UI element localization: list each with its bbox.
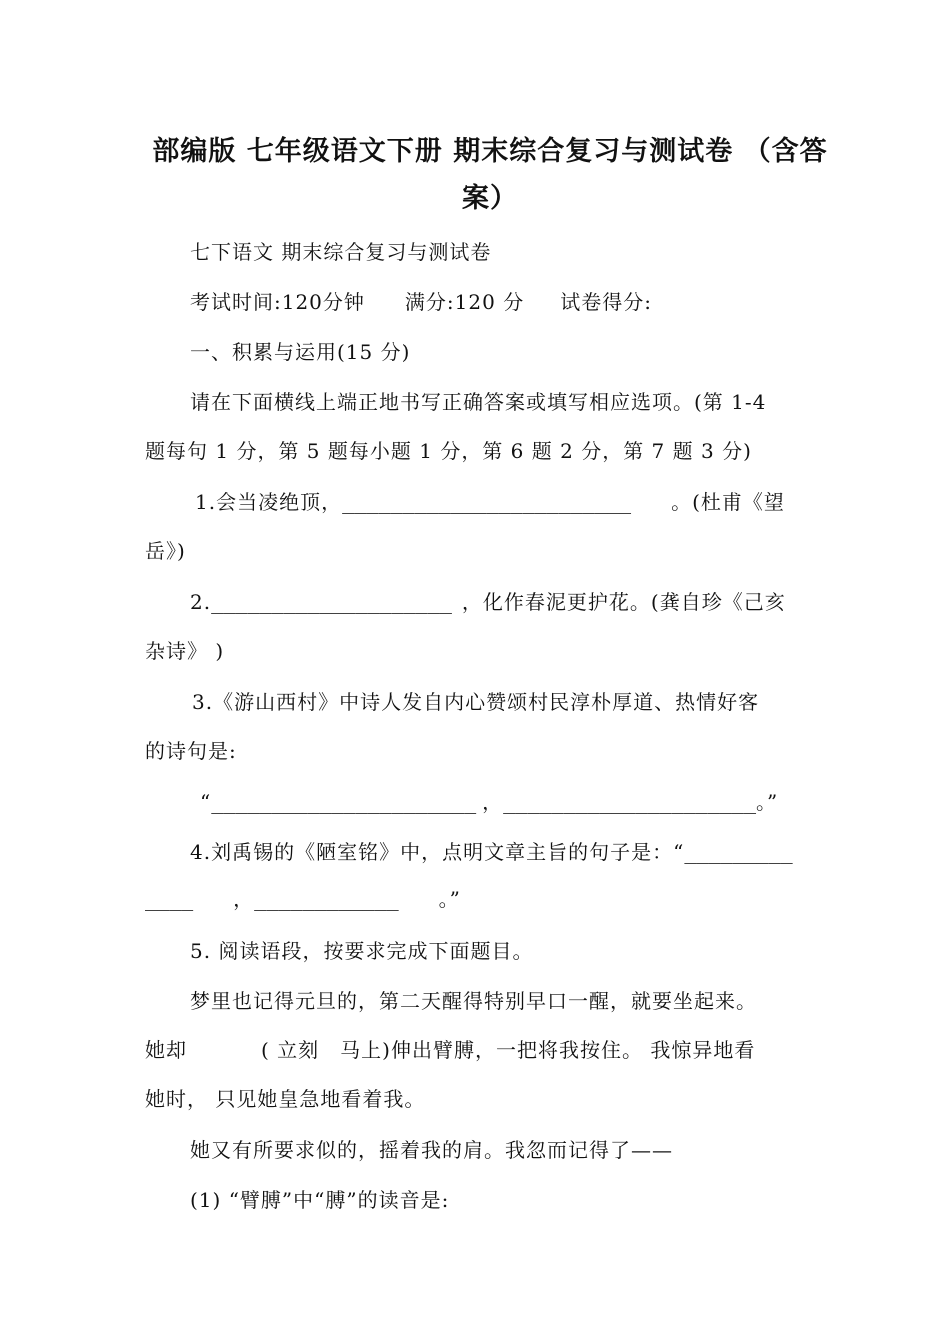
- full-score: 满分:120 分: [404, 290, 525, 314]
- q4-blank-2[interactable]: ____________: [254, 887, 399, 911]
- q3-answer-line: [200, 788, 778, 816]
- q2-prefix: 2.: [190, 590, 212, 614]
- q2-continuation: 杂诗》 ): [145, 639, 225, 663]
- question-3-line-2: 的诗句是:: [145, 739, 237, 763]
- question-4-cont: [145, 885, 461, 913]
- passage-line-2-a: 她却: [145, 1038, 187, 1062]
- q4-close: 。”: [438, 887, 461, 911]
- exam-time: 考试时间:120分钟: [190, 290, 365, 314]
- q1-blank[interactable]: ________________________: [342, 490, 632, 514]
- q3-blank-1[interactable]: ______________________: [211, 790, 477, 814]
- q1-suffix: 。(杜甫《望: [671, 490, 785, 514]
- q2-blank[interactable]: ____________________: [211, 590, 452, 614]
- question-1: [195, 488, 785, 516]
- subtitle: 七下语文 期末综合复习与测试卷: [190, 240, 492, 264]
- q4-prefix: 4.刘禹锡的《陋室铭》中，点明文章主旨的句子是：“: [190, 840, 685, 864]
- passage-line-4: 她又有所要求似的，摇着我的肩。我忽而记得了——: [190, 1138, 673, 1162]
- q3-open-quote: “: [200, 790, 212, 814]
- passage-line-2-b: ( 立刻 马上)伸出臂膊，一把将我按住。 我惊异地看: [261, 1038, 756, 1062]
- q1-prefix: 1.会当凌绝顶，: [195, 490, 343, 514]
- sub-question-1: (1) “臂膊”中“膊”的读音是:: [190, 1188, 450, 1212]
- instruction-line-1: 请在下面横线上端正地书写正确答案或填写相应选项。(第 1-4: [190, 390, 767, 414]
- q4-comma: ，: [233, 887, 255, 911]
- document-title: 部编版 七年级语文下册 期末综合复习与测试卷 （含答案）: [152, 136, 828, 214]
- q3-close: 。”: [756, 790, 779, 814]
- exam-info: [190, 288, 652, 316]
- q3-comma: ，: [482, 790, 504, 814]
- question-4: [190, 838, 793, 866]
- q4-blank-1a[interactable]: _________: [684, 840, 793, 864]
- passage-line-1: 梦里也记得元旦的，第二天醒得特别早口一醒，就要坐起来。: [190, 989, 757, 1013]
- passage-line-2: [145, 1036, 755, 1064]
- q2-suffix: ，化作春泥更护花。(龚自珍《己亥: [461, 590, 786, 614]
- q1-continuation: 岳》): [145, 539, 186, 563]
- instruction-line-2: 题每句 1 分，第 5 题每小题 1 分，第 6 题 2 分，第 7 题 3 分): [145, 439, 752, 463]
- section-heading: 一、积累与运用(15 分): [190, 340, 411, 364]
- q3-blank-2[interactable]: _____________________: [503, 790, 757, 814]
- question-2: [190, 588, 786, 616]
- question-3-line-1: 3.《游山西村》中诗人发自内心赞颂村民淳朴厚道、热情好客: [192, 690, 760, 714]
- q4-blank-1b[interactable]: ____: [145, 887, 194, 911]
- question-5-intro: 5. 阅读语段，按要求完成下面题目。: [190, 939, 534, 963]
- passage-line-3: 她时， 只见她皇急地看着我。: [145, 1087, 426, 1111]
- score-label: 试卷得分:: [560, 290, 652, 314]
